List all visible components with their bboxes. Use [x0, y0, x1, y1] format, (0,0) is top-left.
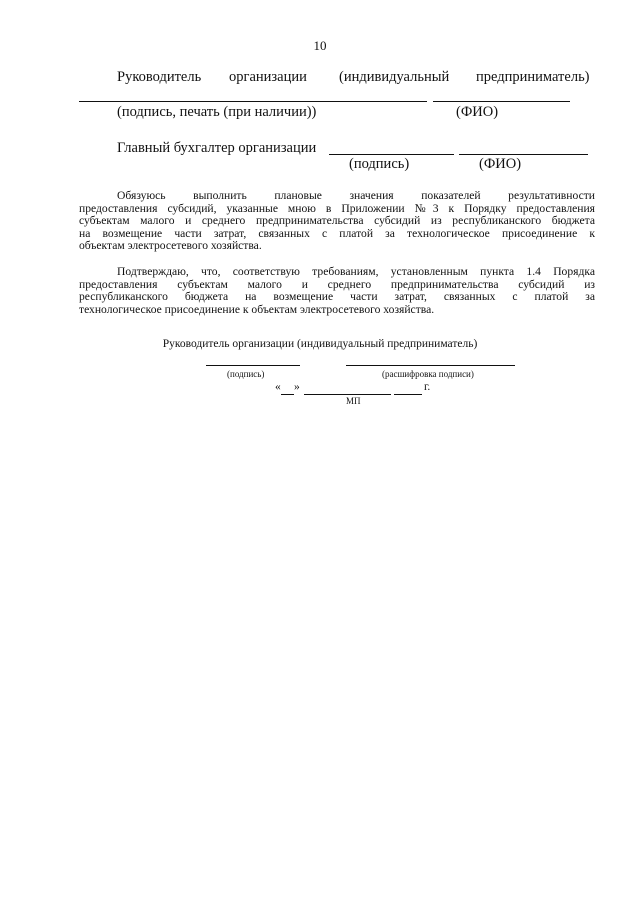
paragraph1-line: предоставления субсидий, указанные мною в Приложении №3 к Порядку предоставления — [79, 201, 595, 215]
head-title-word-1: Руководитель — [117, 69, 202, 85]
head-title-word-4: предприниматель) — [476, 69, 590, 85]
accountant-title: Главный бухгалтер организации — [117, 140, 317, 156]
paragraph1-line: Обязуюсь выполнить плановые значения показателей результативности — [117, 189, 595, 202]
head-title-word-2: организации — [229, 69, 307, 85]
paragraph2-line: Подтверждаю, что, соответствую требованиям, установленным пункта 1.4 Порядка — [117, 265, 595, 278]
head-fio-caption: (ФИО) — [456, 104, 499, 120]
stamp-label: МП — [346, 396, 361, 406]
confirmation-decode-line — [346, 365, 515, 366]
accountant-fio-caption: (ФИО) — [479, 156, 522, 172]
paragraph2-line: предоставления субъектам малого и среднего предпринимательства субсидий из — [79, 277, 595, 291]
date-year-line — [394, 394, 422, 395]
confirmation-sign-caption: (подпись) — [227, 369, 265, 379]
head-fio-line — [433, 101, 570, 102]
confirmation-decode-caption: (расшифровка подписи) — [382, 369, 474, 379]
date-close-quote: » — [294, 381, 300, 393]
head-signature-line — [79, 101, 427, 102]
paragraph1-line: субъектам малого и среднего предпринимательства субсидий из республиканского бюджета — [79, 214, 595, 228]
accountant-fio-line — [459, 154, 588, 155]
confirmation-paragraph — [79, 266, 595, 316]
date-year-suffix: г. — [424, 381, 431, 393]
paragraph1-line: объектам электросетевого хозяйства. — [79, 239, 262, 253]
date-month-line — [304, 394, 391, 395]
confirmation-signature-line — [206, 365, 300, 366]
date-open-quote: « — [275, 381, 281, 393]
head-title-word-3: (индивидуальный — [339, 69, 450, 85]
accountant-signature-line — [329, 154, 454, 155]
page-number: 10 — [313, 38, 327, 53]
head-sign-caption: (подпись, печать (при наличии)) — [117, 104, 317, 120]
paragraph2-line: технологическое присоединение к объектам электросетевого хозяйства. — [79, 302, 435, 316]
obligation-paragraph — [79, 190, 595, 253]
date-day-line — [281, 394, 294, 395]
paragraph2-line: республиканского бюджета на возмещение части затрат, связанных с платой за — [79, 290, 595, 304]
paragraph1-line: на возмещение части затрат, связанных с платой за технологическое присоединение к — [79, 226, 595, 240]
confirmation-title: Руководитель организации (индивидуальный предприниматель) — [162, 338, 478, 350]
accountant-sign-caption: (подпись) — [349, 156, 410, 172]
